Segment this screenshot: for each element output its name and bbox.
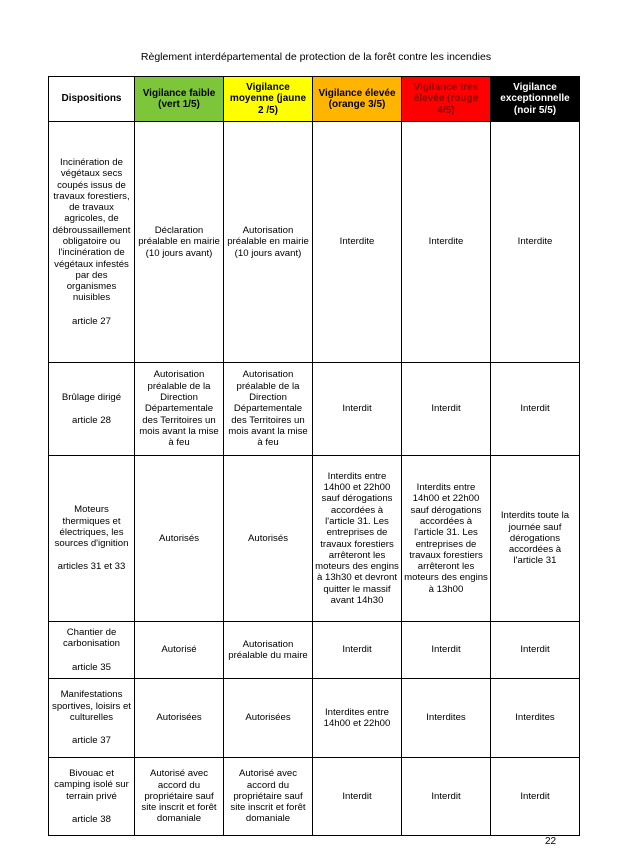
disposition-cell — [49, 679, 135, 758]
article-ref: article 27 — [72, 315, 111, 327]
table-cell: Interdit — [313, 758, 402, 836]
table-cell: Interdite — [313, 122, 402, 363]
header-row — [49, 77, 580, 122]
table-row — [49, 758, 580, 836]
header-vigilance-tres-elevee: Vigilance très élevée (rouge 4/5) — [402, 77, 491, 122]
header-vigilance-elevee: Vigilance élevée (orange 3/5) — [313, 77, 402, 122]
table-cell: Autorisées — [224, 679, 313, 758]
table-cell: Interdit — [313, 622, 402, 679]
article-ref: article 37 — [72, 735, 111, 747]
table-cell: Interdites — [491, 679, 580, 758]
table-cell: Autorisation préalable de la Direction Départementale des Territoires un mois avant la mise à feu — [224, 363, 313, 456]
disposition-cell — [49, 758, 135, 836]
table-cell: Autorisé — [135, 622, 224, 679]
page-number: 22 — [545, 836, 557, 847]
header-dispositions: Dispositions — [49, 77, 135, 122]
disposition-cell — [49, 363, 135, 456]
table-cell: Autorisation préalable en mairie (10 jours avant) — [224, 122, 313, 363]
disposition-label: Brûlage dirigé — [61, 391, 122, 403]
disposition-cell — [49, 622, 135, 679]
disposition-label: Moteurs thermiques et électriques, les sources d'ignition — [54, 504, 129, 550]
article-ref: article 38 — [72, 813, 111, 825]
table-row — [49, 122, 580, 363]
page-title: Règlement interdépartemental de protection de la forêt contre les incendies — [140, 51, 492, 63]
table-cell: Interdit — [402, 363, 491, 456]
table-cell: Interdits entre 14h00 et 22h00 sauf dérogations accordées à l'article 31. Les entreprises de travaux forestiers arrêteront les moteurs des engins à 13h00 — [402, 456, 491, 622]
table-cell: Interdit — [402, 622, 491, 679]
article-ref: article 28 — [72, 415, 111, 426]
table-row — [49, 622, 580, 679]
table-cell: Interdite — [402, 122, 491, 363]
disposition-label: Manifestations sportives, loisirs et culturelles — [52, 689, 131, 723]
table-cell: Interdits toute la journée sauf dérogations accordées à l'article 31 — [491, 456, 580, 622]
disposition-cell — [49, 122, 135, 363]
table-cell: Interdits entre 14h00 et 22h00 sauf dérogations accordées à l'article 31. Les entreprises de travaux forestiers arrêteront les moteurs des engins à 13h30 et devront quitter le massif avant 14h30 — [313, 456, 402, 622]
article-ref: articles 31 et 33 — [57, 561, 126, 573]
table-cell: Interdit — [491, 363, 580, 456]
table-cell: Autorisation préalable de la Direction Départementale des Territoires un mois avant la mise à feu — [135, 363, 224, 456]
table-cell: Interdit — [491, 622, 580, 679]
table-row — [49, 363, 580, 456]
table-cell: Autorisation préalable du maire — [224, 622, 313, 679]
table-cell: Déclaration préalable en mairie (10 jours avant) — [135, 122, 224, 363]
table-cell: Autorisé avec accord du propriétaire sauf site inscrit et forêt domaniale — [224, 758, 313, 836]
table-cell: Interdites entre 14h00 et 22h00 — [313, 679, 402, 758]
table-cell: Interdit — [402, 758, 491, 836]
table-cell: Interdit — [491, 758, 580, 836]
table-cell: Autorisé avec accord du propriétaire sauf site inscrit et forêt domaniale — [135, 758, 224, 836]
table-cell: Interdites — [402, 679, 491, 758]
table-row — [49, 679, 580, 758]
header-vigilance-moyenne: Vigilance moyenne (jaune 2 /5) — [224, 77, 313, 122]
header-vigilance-faible: Vigilance faible (vert 1/5) — [135, 77, 224, 122]
disposition-cell — [49, 456, 135, 622]
disposition-label: Chantier de carbonisation — [62, 627, 121, 650]
table-cell: Interdit — [313, 363, 402, 456]
vigilance-table — [48, 76, 580, 836]
disposition-label: Incinération de végétaux secs coupés issus de travaux forestiers, de travaux agricoles, de débroussaillement obligatoire ou l'incinération de végétaux infestés par des organismes nuisibles — [52, 156, 131, 304]
table-cell: Autorisés — [135, 456, 224, 622]
table-cell: Interdite — [491, 122, 580, 363]
header-vigilance-exceptionnelle: Vigilance exceptionnelle (noir 5/5) — [491, 77, 580, 122]
article-ref: article 35 — [72, 661, 111, 673]
table-cell: Autorisées — [135, 679, 224, 758]
disposition-label: Bivouac et camping isolé sur terrain privé — [54, 767, 129, 802]
table-row — [49, 456, 580, 622]
table-cell: Autorisés — [224, 456, 313, 622]
